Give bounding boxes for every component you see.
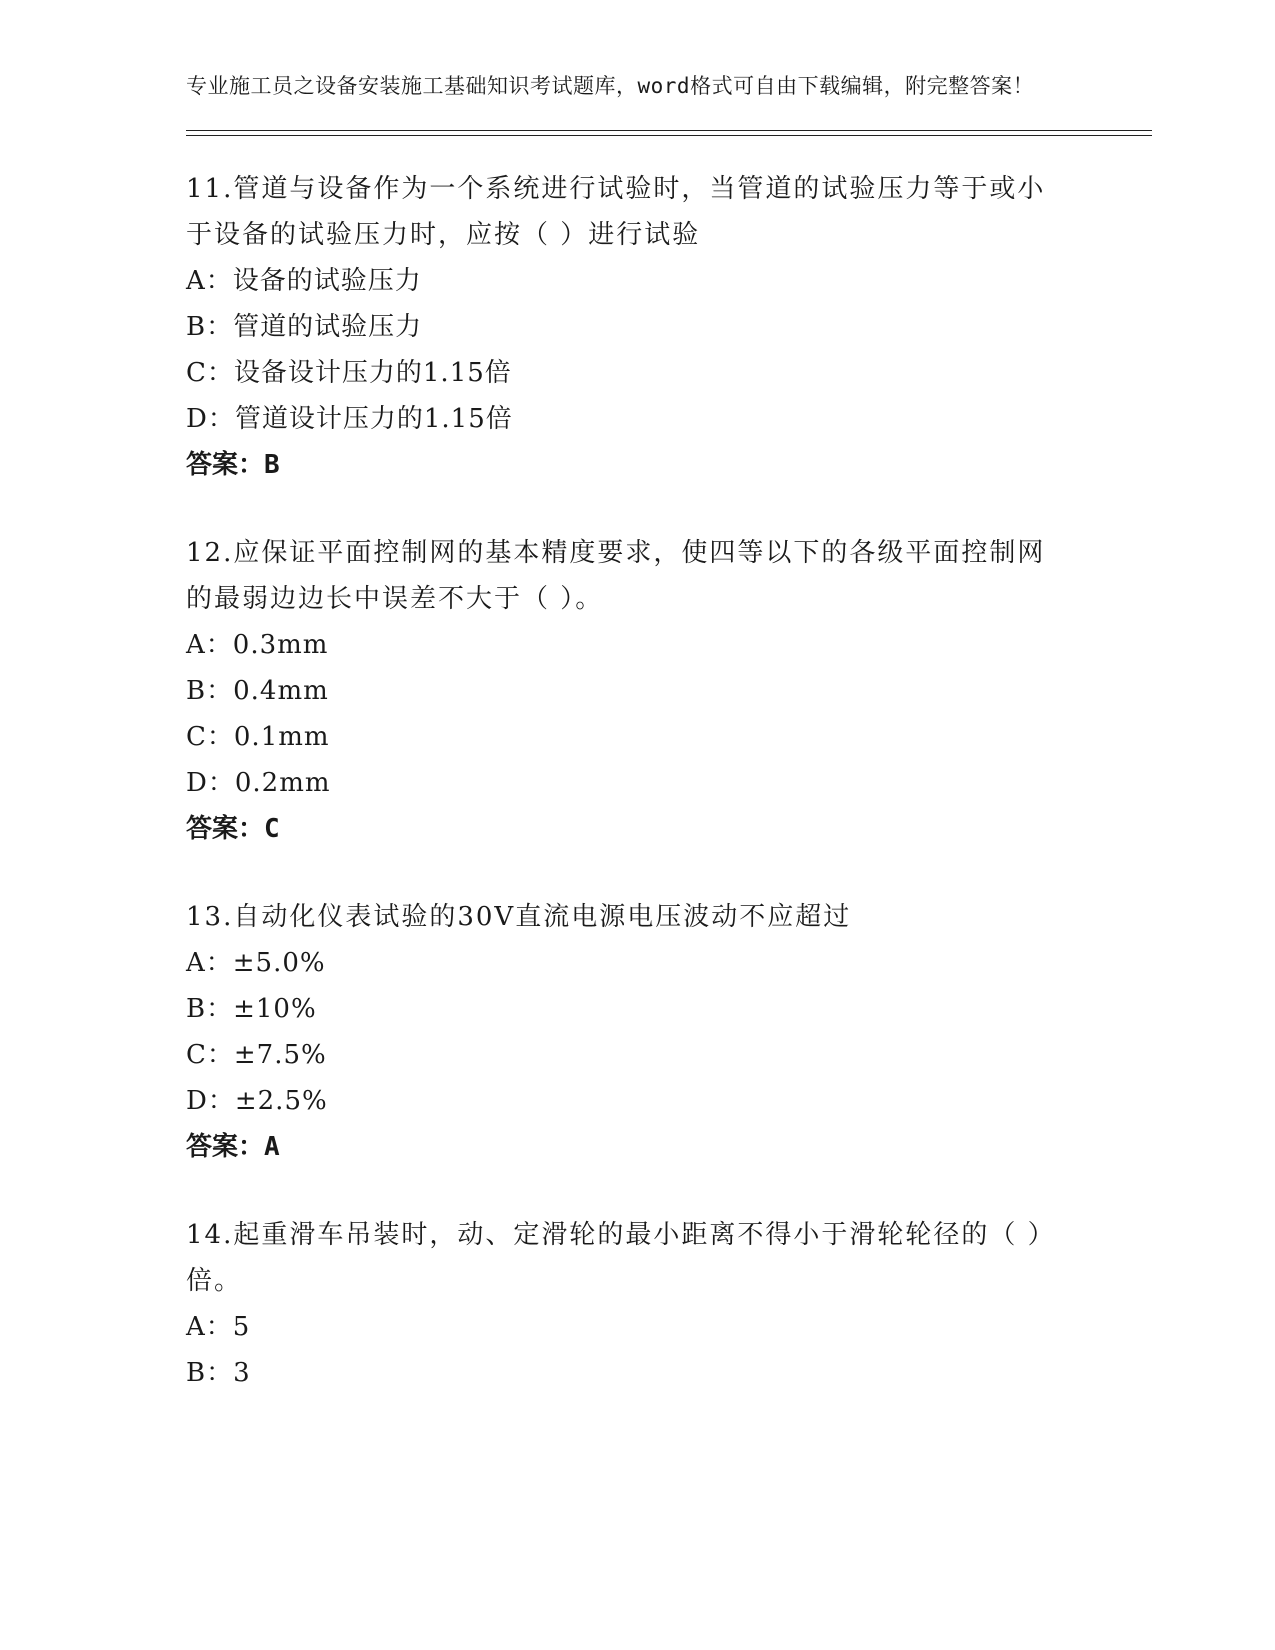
option-b: B：3 (186, 1358, 251, 1388)
document-header: 专业施工员之设备安装施工基础知识考试题库，word格式可自由下载编辑，附完整答案！ (186, 74, 1035, 98)
header-divider (186, 130, 1152, 136)
question-stem: 12.应保证平面控制网的基本精度要求，使四等以下的各级平面控制网的最弱边边长中误差不大于（ ）。 (186, 538, 1046, 614)
option-c: C：0.1mm (186, 722, 330, 752)
option-c: C：±7.5% (186, 1040, 327, 1070)
option-c: C：设备设计压力的1.15倍 (186, 358, 512, 388)
option-a: A：0.3mm (186, 630, 329, 660)
question-stem: 13.自动化仪表试验的30V直流电源电压波动不应超过 (186, 902, 852, 932)
question-13 (186, 894, 1146, 1170)
option-b: B：管道的试验压力 (186, 312, 423, 342)
option-a: A：±5.0% (186, 948, 326, 978)
document-page (186, 70, 1146, 1396)
option-b: B：±10% (186, 994, 317, 1024)
option-a: A：5 (186, 1312, 251, 1342)
answer-label: 答案：B (186, 450, 280, 480)
question-11 (186, 166, 1146, 488)
answer-label: 答案：C (186, 814, 280, 844)
question-12 (186, 530, 1146, 852)
option-b: B：0.4mm (186, 676, 329, 706)
question-stem: 14.起重滑车吊装时，动、定滑轮的最小距离不得小于滑轮轮径的（ ）倍。 (186, 1220, 1056, 1296)
question-stem: 11.管道与设备作为一个系统进行试验时，当管道的试验压力等于或小于设备的试验压力时，应按（ ）进行试验 (186, 174, 1046, 250)
option-a: A：设备的试验压力 (186, 266, 422, 296)
option-d: D：0.2mm (186, 768, 331, 798)
answer-label: 答案：A (186, 1132, 280, 1162)
option-d: D：±2.5% (186, 1086, 328, 1116)
question-14 (186, 1212, 1146, 1396)
option-d: D：管道设计压力的1.15倍 (186, 404, 513, 434)
